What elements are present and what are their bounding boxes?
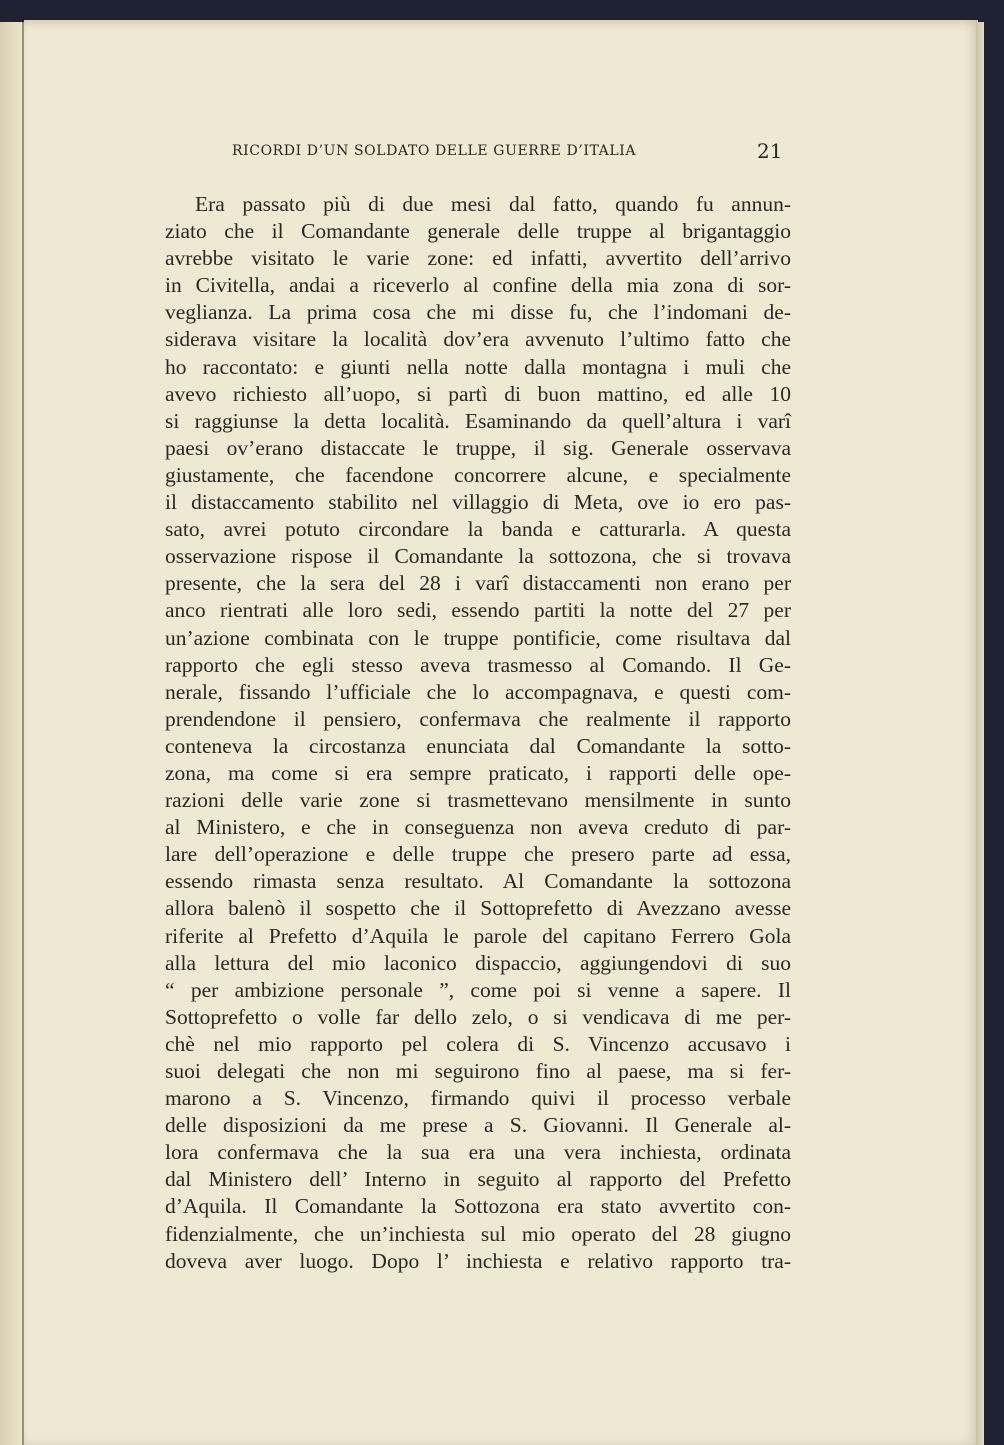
text-line: nerale, fissando l’ufficiale che lo accompagnava, e questi com- (165, 679, 791, 704)
text-line: presente, che la sera del 28 i varî distaccamenti non erano per (165, 571, 791, 596)
text-line: alla lettura del mio laconico dispaccio, aggiungendovi di suo (165, 950, 791, 975)
text-line: siderava visitare la località dov’era avvenuto l’ultimo fatto che (165, 327, 791, 352)
text-line: chè nel mio rapporto pel colera di S. Vincenzo accusavo i (165, 1031, 791, 1056)
text-line: in Civitella, andai a riceverlo al confine della mia zona di sor- (165, 273, 791, 298)
text-line: suoi delegati che non mi seguirono fino al paese, ma si fer- (165, 1059, 791, 1083)
text-line: avevo richiesto all’uopo, si partì di buon mattino, ed alle 10 (165, 381, 791, 406)
text-line: fidenzialmente, che un’inchiesta sul mio operato del 28 giugno (165, 1221, 791, 1246)
text-line: giustamente, che facendone concorrere alcune, e specialmente (165, 462, 791, 487)
body-text (165, 191, 791, 1275)
text-line: conteneva la circostanza enunciata dal Comandante la sotto- (165, 733, 791, 758)
text-line: riferite al Prefetto d’Aquila le parole del capitano Ferrero Gola (165, 923, 791, 948)
text-line: lare dell’operazione e delle truppe che presero parte ad essa, (165, 842, 791, 867)
text-line: doveva aver luogo. Dopo l’ inchiesta e relativo rapporto tra- (165, 1248, 791, 1273)
text-line: prendendone il pensiero, confermava che realmente il rapporto (165, 706, 791, 731)
text-line: anco rientrati alle loro sedi, essendo partiti la notte del 27 per (165, 598, 791, 623)
text-line: un’azione combinata con le truppe pontificie, come risultava dal (165, 625, 791, 650)
text-line: d’Aquila. Il Comandante la Sottozona era stato avvertito con- (165, 1194, 791, 1219)
text-line: avrebbe visitato le varie zone: ed infatti, avvertito dell’arrivo (165, 246, 791, 271)
text-line: dal Ministero dell’ Interno in seguito al rapporto del Prefetto (165, 1167, 791, 1192)
text-line: al Ministero, e che in conseguenza non aveva creduto di par- (165, 815, 791, 840)
text-line: ziato che il Comandante generale delle truppe al brigantaggio (165, 219, 791, 244)
text-line: razioni delle varie zone si trasmettevano mensilmente in sunto (165, 788, 791, 813)
text-line: Sottoprefetto o volle far dello zelo, o si vendicava di me per- (165, 1004, 791, 1029)
page-number: 21 (757, 139, 783, 163)
text-line: lora confermava che la sua era una vera inchiesta, ordinata (165, 1140, 791, 1165)
text-line: “ per ambizione personale ”, come poi si venne a sapere. Il (165, 977, 791, 1002)
text-line: ho raccontato: e giunti nella notte dalla montagna i muli che (165, 354, 791, 379)
text-line: allora balenò il sospetto che il Sottoprefetto di Avezzano avesse (165, 896, 791, 921)
left-page-edge (0, 22, 24, 1445)
text-line: sato, avrei potuto circondare la banda e catturarla. A questa (165, 517, 791, 542)
running-head: RICORDI D’UN SOLDATO DELLE GUERRE D’ITALIA (232, 143, 637, 159)
text-line: zona, ma come si era sempre praticato, i rapporti delle ope- (165, 760, 791, 785)
text-line: essendo rimasta senza resultato. Al Comandante la sottozona (165, 869, 791, 894)
text-line: il distaccamento stabilito nel villaggio di Meta, ove io ero pas- (165, 490, 791, 515)
text-line: delle disposizioni da me prese a S. Giovanni. Il Generale al- (165, 1113, 791, 1138)
right-page-edge (976, 22, 984, 1445)
text-line: paesi ov’erano distaccate le truppe, il sig. Generale osservava (165, 435, 791, 460)
text-line: Era passato più di due mesi dal fatto, quando fu annun- (195, 192, 791, 216)
text-line: si raggiunse la detta località. Esaminando da quell’altura i varî (165, 408, 791, 433)
text-line: rapporto che egli stesso aveva trasmesso al Comando. Il Ge- (165, 652, 791, 677)
text-line: marono a S. Vincenzo, firmando quivi il processo verbale (165, 1086, 791, 1111)
text-line: veglianza. La prima cosa che mi disse fu, che l’indomani de- (165, 300, 791, 325)
text-line: osservazione rispose il Comandante la sottozona, che si trovava (165, 544, 791, 569)
